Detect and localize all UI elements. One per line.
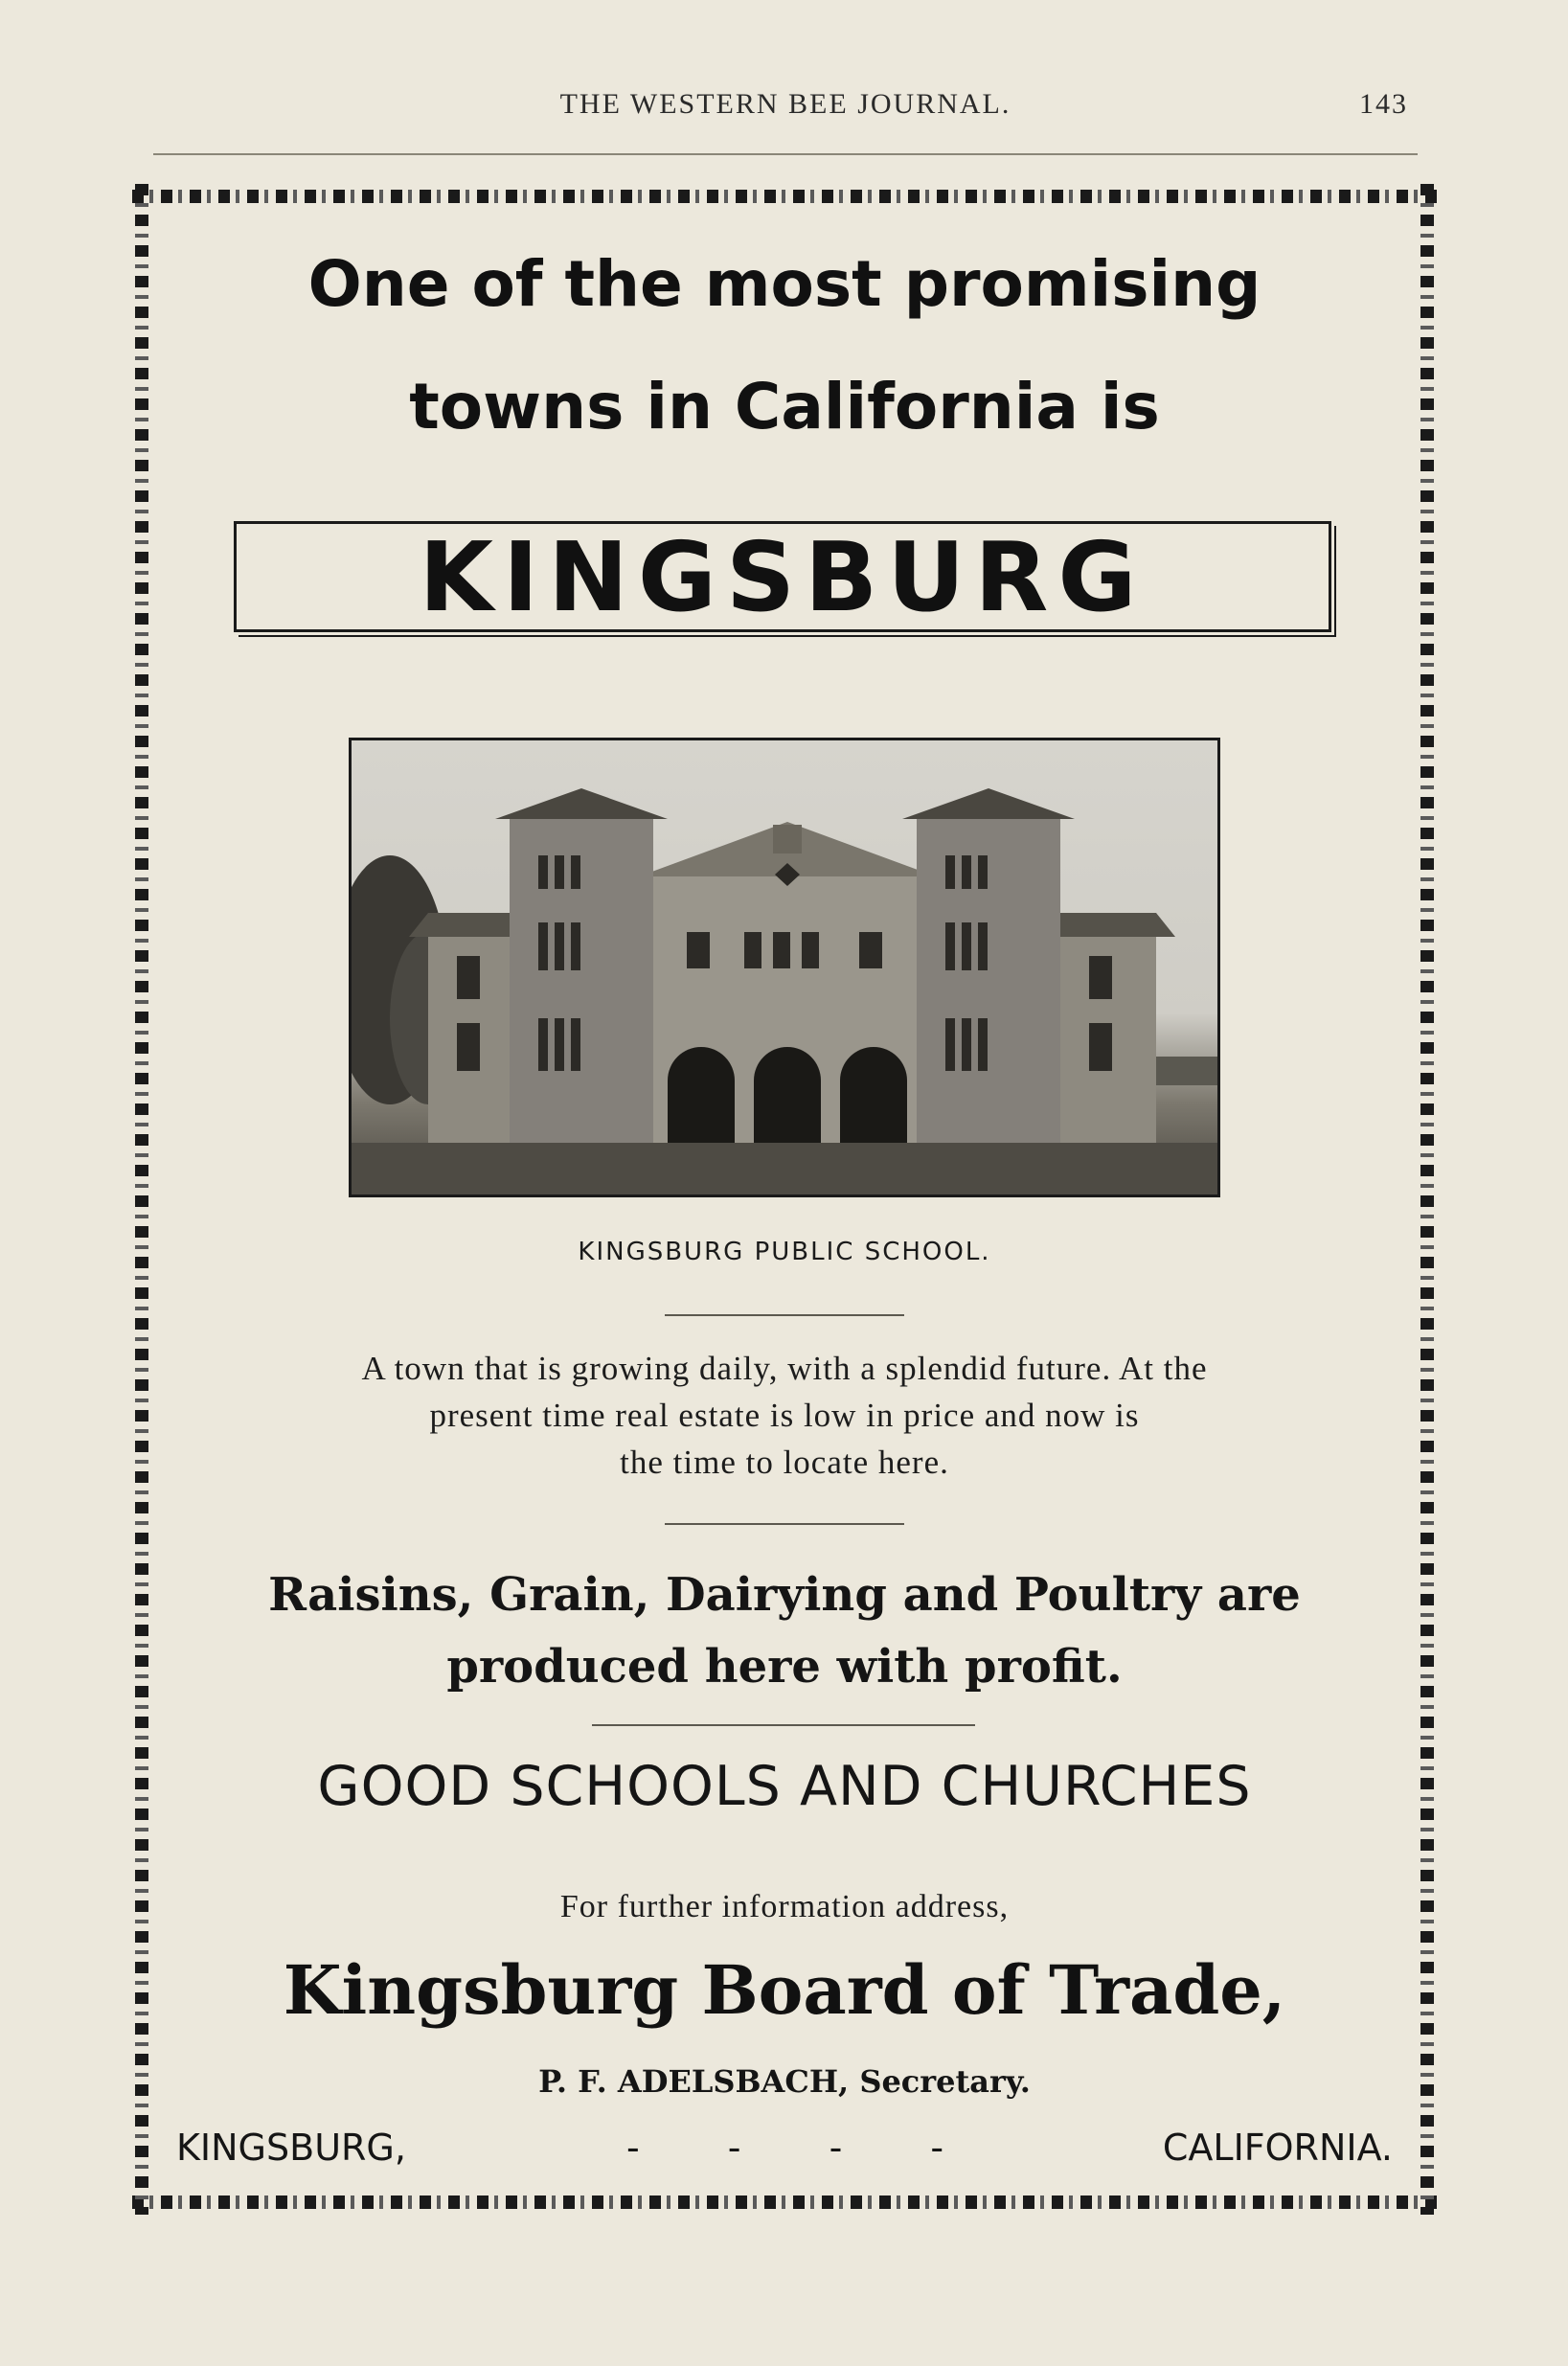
school-building-illustration bbox=[352, 740, 1217, 1194]
headline-line-1: One of the most promising bbox=[307, 247, 1261, 321]
advertisement-frame bbox=[132, 184, 1437, 2215]
schools-and-churches: GOOD SCHOOLS AND CHURCHES bbox=[317, 1755, 1252, 1818]
town-name-box bbox=[234, 521, 1331, 632]
information-line: For further information address, bbox=[559, 1889, 1010, 1924]
running-head bbox=[153, 88, 1418, 126]
photo-caption: KINGSBURG PUBLIC SCHOOL. bbox=[578, 1238, 991, 1266]
divider-rule bbox=[665, 1523, 904, 1525]
ornamental-border-top bbox=[132, 184, 1437, 209]
address-line bbox=[176, 2127, 1393, 2173]
header-rule bbox=[153, 153, 1418, 155]
page-number: 143 bbox=[1359, 88, 1408, 120]
ornamental-border-bottom bbox=[132, 2190, 1437, 2215]
produce-statement bbox=[190, 1559, 1379, 1703]
body-line-1: A town that is growing daily, with a splendid future. At the bbox=[361, 1350, 1208, 1387]
ornamental-border-left bbox=[132, 184, 151, 2215]
body-line-2: present time real estate is low in price and now is bbox=[429, 1397, 1140, 1434]
address-dashes: - - - - bbox=[626, 2127, 983, 2169]
produce-line-2: produced here with profit. bbox=[446, 1640, 1123, 1694]
town-name: KINGSBURG bbox=[419, 521, 1147, 633]
divider-rule bbox=[665, 1314, 904, 1316]
secretary-line: P. F. ADELSBACH, Secretary. bbox=[538, 2063, 1031, 2100]
address-state: CALIFORNIA. bbox=[1162, 2127, 1393, 2169]
ornamental-border-right bbox=[1418, 184, 1437, 2215]
divider-rule bbox=[592, 1724, 975, 1726]
body-copy bbox=[190, 1345, 1379, 1486]
school-photo bbox=[349, 738, 1220, 1197]
board-of-trade-name: Kingsburg Board of Trade, bbox=[283, 1950, 1286, 2030]
journal-title: THE WESTERN BEE JOURNAL. bbox=[559, 88, 1011, 120]
body-line-3: the time to locate here. bbox=[620, 1444, 949, 1481]
produce-line-1: Raisins, Grain, Dairying and Poultry are bbox=[268, 1568, 1301, 1622]
headline-line-2: towns in California is bbox=[409, 370, 1160, 444]
address-city: KINGSBURG, bbox=[176, 2127, 406, 2169]
